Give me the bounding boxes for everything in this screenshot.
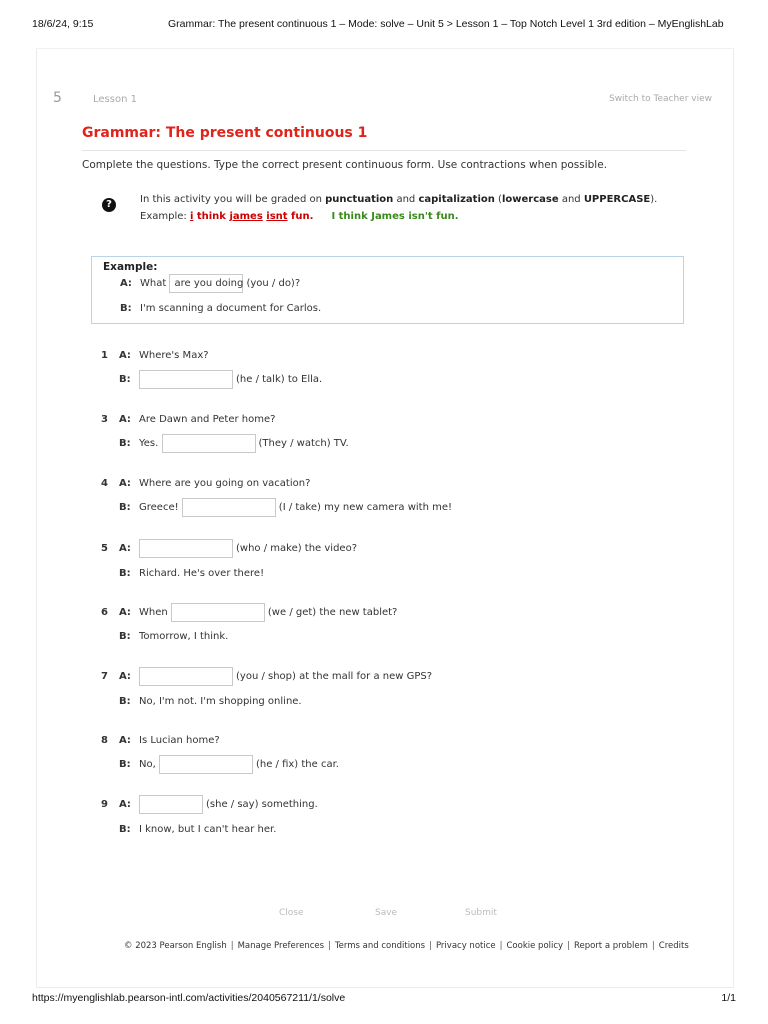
question-number: 1 xyxy=(101,350,108,361)
question-text: Are Dawn and Peter home? xyxy=(139,414,276,425)
wrong-word-5: fun. xyxy=(291,211,314,222)
print-header xyxy=(32,18,736,32)
terms-link[interactable]: Terms and conditions xyxy=(334,941,426,951)
answer-hint: (who / make) the video? xyxy=(236,543,358,554)
question-number: 6 xyxy=(101,607,108,618)
answer-line xyxy=(139,369,322,391)
activity-title: Grammar: The present continuous 1 xyxy=(82,125,368,141)
question-8-a xyxy=(101,730,701,752)
answer-input[interactable] xyxy=(171,603,265,622)
reply-text: Richard. He's over there! xyxy=(139,568,265,579)
grading-and: and xyxy=(393,194,419,205)
speaker-label: A: xyxy=(119,735,131,746)
unit-number: 5 xyxy=(53,90,62,106)
speaker-label: B: xyxy=(119,696,131,707)
speaker-label: A: xyxy=(119,671,131,682)
question-number: 5 xyxy=(101,543,108,554)
question-3-a xyxy=(101,409,701,431)
grading-correct-example: I think James isn't fun. xyxy=(331,211,459,222)
separator: | xyxy=(230,941,234,951)
wrong-word-2: think xyxy=(196,211,226,222)
speaker-label: B: xyxy=(119,568,131,579)
wrong-word-1: i xyxy=(189,211,194,222)
submit-button[interactable]: Submit xyxy=(465,908,497,918)
answer-input[interactable] xyxy=(139,795,203,814)
answer-hint: (she / say) something. xyxy=(206,799,318,810)
switch-teacher-view-link[interactable]: Switch to Teacher view xyxy=(608,94,712,104)
close-button[interactable]: Close xyxy=(279,908,304,918)
grading-punctuation: punctuation xyxy=(325,194,394,205)
question-5-b xyxy=(101,563,701,585)
speaker-label: A: xyxy=(119,414,131,425)
question-line xyxy=(139,666,432,688)
question-4-b xyxy=(101,497,701,519)
question-8-b xyxy=(101,754,701,776)
speaker-label: A: xyxy=(119,478,131,489)
print-url: https://myenglishlab.pearson-intl.com/activities/2040567211/1/solve xyxy=(32,992,346,1004)
separator: | xyxy=(567,941,570,951)
question-number: 7 xyxy=(101,671,108,682)
print-page-title: Grammar: The present continuous 1 – Mode: solve – Unit 5 > Lesson 1 – Top Notch Level 1 3rd edition – MyEnglishLab xyxy=(168,18,724,30)
question-text: Is Lucian home? xyxy=(139,735,220,746)
question-6-a xyxy=(101,602,701,624)
print-page-count: 1/1 xyxy=(721,992,736,1004)
question-circle-icon: ? xyxy=(102,198,116,212)
answer-hint: (you / shop) at the mall for a new GPS? xyxy=(236,671,433,682)
separator: | xyxy=(499,941,503,951)
grading-note-prefix: In this activity you will be graded on xyxy=(140,194,326,205)
answer-line xyxy=(139,433,349,455)
question-number: 9 xyxy=(101,799,108,810)
wrong-word-3: james xyxy=(229,211,263,222)
example-box xyxy=(91,256,684,324)
answer-line xyxy=(139,497,452,519)
grading-and-2: and xyxy=(558,194,584,205)
speaker-label: B: xyxy=(119,438,131,449)
grading-example xyxy=(140,211,459,222)
answer-input[interactable] xyxy=(139,370,233,389)
question-line xyxy=(139,538,357,560)
example-a-text xyxy=(140,273,300,295)
answer-line xyxy=(139,754,339,776)
grading-close-paren: ). xyxy=(650,194,658,205)
grading-open-paren: ( xyxy=(494,194,502,205)
answer-hint: (They / watch) TV. xyxy=(258,438,349,449)
speaker-label: A: xyxy=(119,799,131,810)
question-number: 8 xyxy=(101,735,108,746)
question-number: 3 xyxy=(101,414,108,425)
reply-text: Tomorrow, I think. xyxy=(139,631,229,642)
question-9-a xyxy=(101,794,701,816)
answer-prefix: Yes. xyxy=(139,438,159,449)
answer-hint: (I / take) my new camera with me! xyxy=(278,502,453,513)
answer-input[interactable] xyxy=(162,434,256,453)
title-divider xyxy=(82,150,686,151)
lesson-label: Lesson 1 xyxy=(93,94,137,105)
question-7-b xyxy=(101,691,701,713)
question-1-b xyxy=(101,369,701,391)
speaker-label: A: xyxy=(120,278,132,289)
print-footer xyxy=(32,992,736,1006)
manage-preferences-link[interactable]: Manage Preferences xyxy=(237,941,325,951)
print-datetime: 18/6/24, 9:15 xyxy=(32,18,94,30)
example-a-before: What xyxy=(140,278,167,289)
question-text: Where are you going on vacation? xyxy=(139,478,311,489)
answer-hint: (we / get) the new tablet? xyxy=(267,607,398,618)
example-b-text: I'm scanning a document for Carlos. xyxy=(140,303,322,314)
wrong-word-4: isnt xyxy=(266,211,288,222)
cookie-policy-link[interactable]: Cookie policy xyxy=(506,941,564,951)
question-1-a xyxy=(101,345,701,367)
save-button[interactable]: Save xyxy=(375,908,398,918)
report-problem-link[interactable]: Report a problem xyxy=(573,941,648,951)
speaker-label: A: xyxy=(119,607,131,618)
answer-input[interactable] xyxy=(182,498,276,517)
answer-input[interactable] xyxy=(139,539,233,558)
answer-prefix: Greece! xyxy=(139,502,179,513)
question-number: 4 xyxy=(101,478,108,489)
grading-note xyxy=(140,194,657,205)
example-a-after: (you / do)? xyxy=(246,278,301,289)
question-line xyxy=(139,794,318,816)
speaker-label: B: xyxy=(119,502,131,513)
answer-hint: (he / talk) to Ella. xyxy=(236,374,323,385)
speaker-label: B: xyxy=(119,631,131,642)
separator: | xyxy=(651,941,655,951)
question-6-b xyxy=(101,626,701,648)
grading-example-label: Example: xyxy=(140,211,190,222)
speaker-label: A: xyxy=(119,543,131,554)
question-text: Where's Max? xyxy=(139,350,209,361)
reply-text: No, I'm not. I'm shopping online. xyxy=(139,696,302,707)
question-9-b xyxy=(101,819,701,841)
question-7-a xyxy=(101,666,701,688)
question-line xyxy=(139,602,397,624)
grading-capitalization: capitalization xyxy=(418,194,495,205)
question-3-b xyxy=(101,433,701,455)
grading-lowercase: lowercase xyxy=(501,194,559,205)
grading-uppercase: UPPERCASE xyxy=(583,194,651,205)
example-label: Example: xyxy=(103,261,158,273)
answer-prefix: No, xyxy=(139,759,156,770)
reply-text: I know, but I can't hear her. xyxy=(139,824,277,835)
question-prefix: When xyxy=(139,607,168,618)
answer-input[interactable] xyxy=(159,755,253,774)
copyright-text: © 2023 Pearson English xyxy=(124,941,227,951)
separator: | xyxy=(429,941,432,951)
grading-wrong-example xyxy=(190,211,314,222)
credits-link[interactable]: Credits xyxy=(658,941,689,951)
separator: | xyxy=(328,941,331,951)
speaker-label: B: xyxy=(119,824,131,835)
legal-footer xyxy=(124,941,689,951)
privacy-link[interactable]: Privacy notice xyxy=(435,941,496,951)
activity-instructions: Complete the questions. Type the correct present continuous form. Use contractions when possible. xyxy=(82,159,608,171)
speaker-label: B: xyxy=(119,759,131,770)
speaker-label: B: xyxy=(119,374,131,385)
question-4-a xyxy=(101,473,701,495)
answer-input[interactable] xyxy=(139,667,233,686)
question-5-a xyxy=(101,538,701,560)
example-answer-field: are you doing xyxy=(169,274,243,293)
answer-hint: (he / fix) the car. xyxy=(255,759,339,770)
speaker-label: B: xyxy=(120,303,132,314)
speaker-label: A: xyxy=(119,350,131,361)
